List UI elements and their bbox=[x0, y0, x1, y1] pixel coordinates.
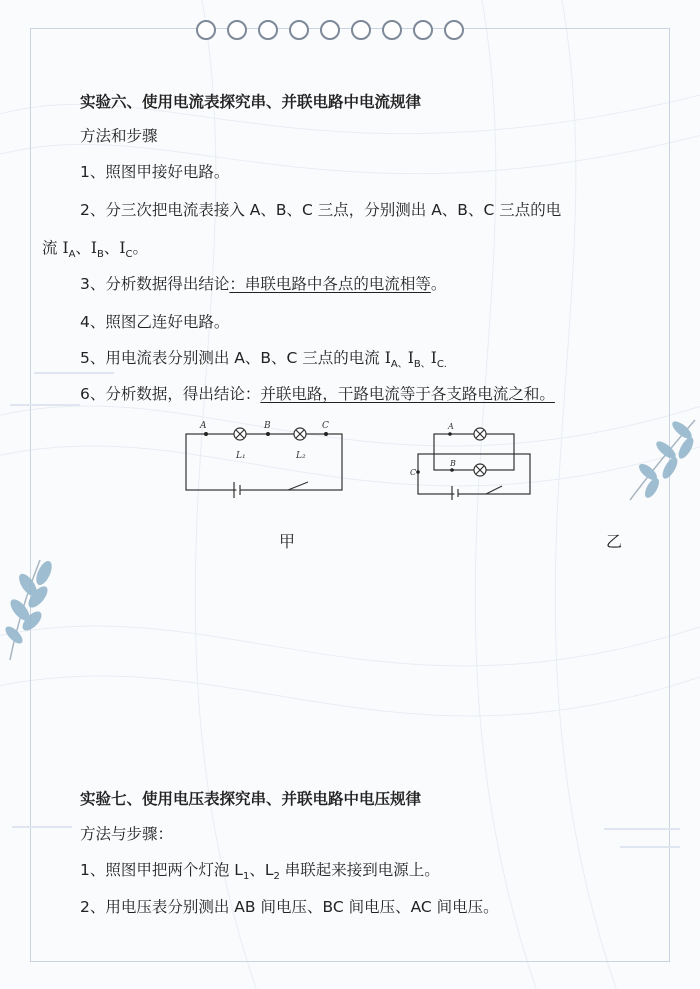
ring-icon bbox=[444, 20, 464, 40]
ring-icon bbox=[320, 20, 340, 40]
exp6-step-2b: 流 $I_A$、$I_B$、$I_C$。 bbox=[42, 239, 149, 261]
exp6-title: 实验六、使用电流表探究串、并联电路中电流规律 bbox=[80, 93, 422, 111]
exp7-step-2: 2、用电压表分别测出 AB 间电压、BC 间电压、AC 间电压。 bbox=[80, 898, 499, 916]
figure-caption-jia: 甲 bbox=[279, 532, 296, 551]
ring-icon bbox=[196, 20, 216, 40]
decorative-bar bbox=[604, 828, 680, 830]
point-label-a: A bbox=[448, 422, 454, 431]
exp6-step-4: 4、照图乙连好电路。 bbox=[80, 313, 230, 331]
point-label-c: C bbox=[322, 421, 329, 431]
point-label-b: B bbox=[264, 421, 271, 431]
circuit-diagram-yi bbox=[408, 420, 538, 500]
exp6-step-2a: 2、分三次把电流表接入 A、B、C 三点，分别测出 A、B、C 三点的电 bbox=[80, 201, 562, 219]
ring-icon bbox=[289, 20, 309, 40]
exp6-subtitle: 方法和步骤 bbox=[80, 127, 158, 145]
lamp-label-l1: L₁ bbox=[236, 451, 246, 461]
ring-icon bbox=[227, 20, 247, 40]
figure-caption-yi: 乙 bbox=[606, 532, 623, 551]
exp6-step-1: 1、照图甲接好电路。 bbox=[80, 163, 230, 181]
exp6-step-5: 5、用电流表分别测出 A、B、C 三点的电流 $I_{A、}I_{B、}I_{C.}$ bbox=[80, 349, 447, 371]
decorative-bar bbox=[10, 404, 80, 406]
point-label-a: A bbox=[200, 421, 207, 431]
ring-icon bbox=[382, 20, 402, 40]
exp7-title: 实验七、使用电压表探究串、并联电路中电压规律 bbox=[80, 790, 422, 808]
exp6-step-6: 6、分析数据，得出结论：并联电路，干路电流等于各支路电流之和。 bbox=[80, 385, 555, 403]
decorative-bar bbox=[12, 826, 72, 828]
exp6-conclusion-parallel: 并联电路，干路电流等于各支路电流之和。 bbox=[260, 385, 555, 403]
lamp-label-l2: L₂ bbox=[296, 451, 306, 461]
ring-icon bbox=[258, 20, 278, 40]
exp7-step-1: 1、照图甲把两个灯泡 $L_1$、$L_2$ 串联起来接到电源上。 bbox=[80, 861, 440, 883]
ring-icon bbox=[351, 20, 371, 40]
exp6-step-3: 3、分析数据得出结论：串联电路中各点的电流相等。 bbox=[80, 275, 447, 293]
point-label-b: B bbox=[450, 459, 456, 468]
leaf-decoration-left-icon bbox=[0, 555, 80, 665]
decorative-bar bbox=[620, 846, 680, 848]
decorative-bar bbox=[34, 372, 114, 374]
circuit-diagram-jia bbox=[180, 418, 350, 498]
leaf-decoration-right-icon bbox=[620, 410, 700, 510]
point-label-c: C bbox=[410, 468, 417, 477]
ring-icon bbox=[413, 20, 433, 40]
binder-rings bbox=[196, 20, 464, 40]
exp6-conclusion-series: ：串联电路中各点的电流相等 bbox=[229, 275, 431, 293]
exp7-subtitle: 方法与步骤： bbox=[80, 825, 174, 843]
